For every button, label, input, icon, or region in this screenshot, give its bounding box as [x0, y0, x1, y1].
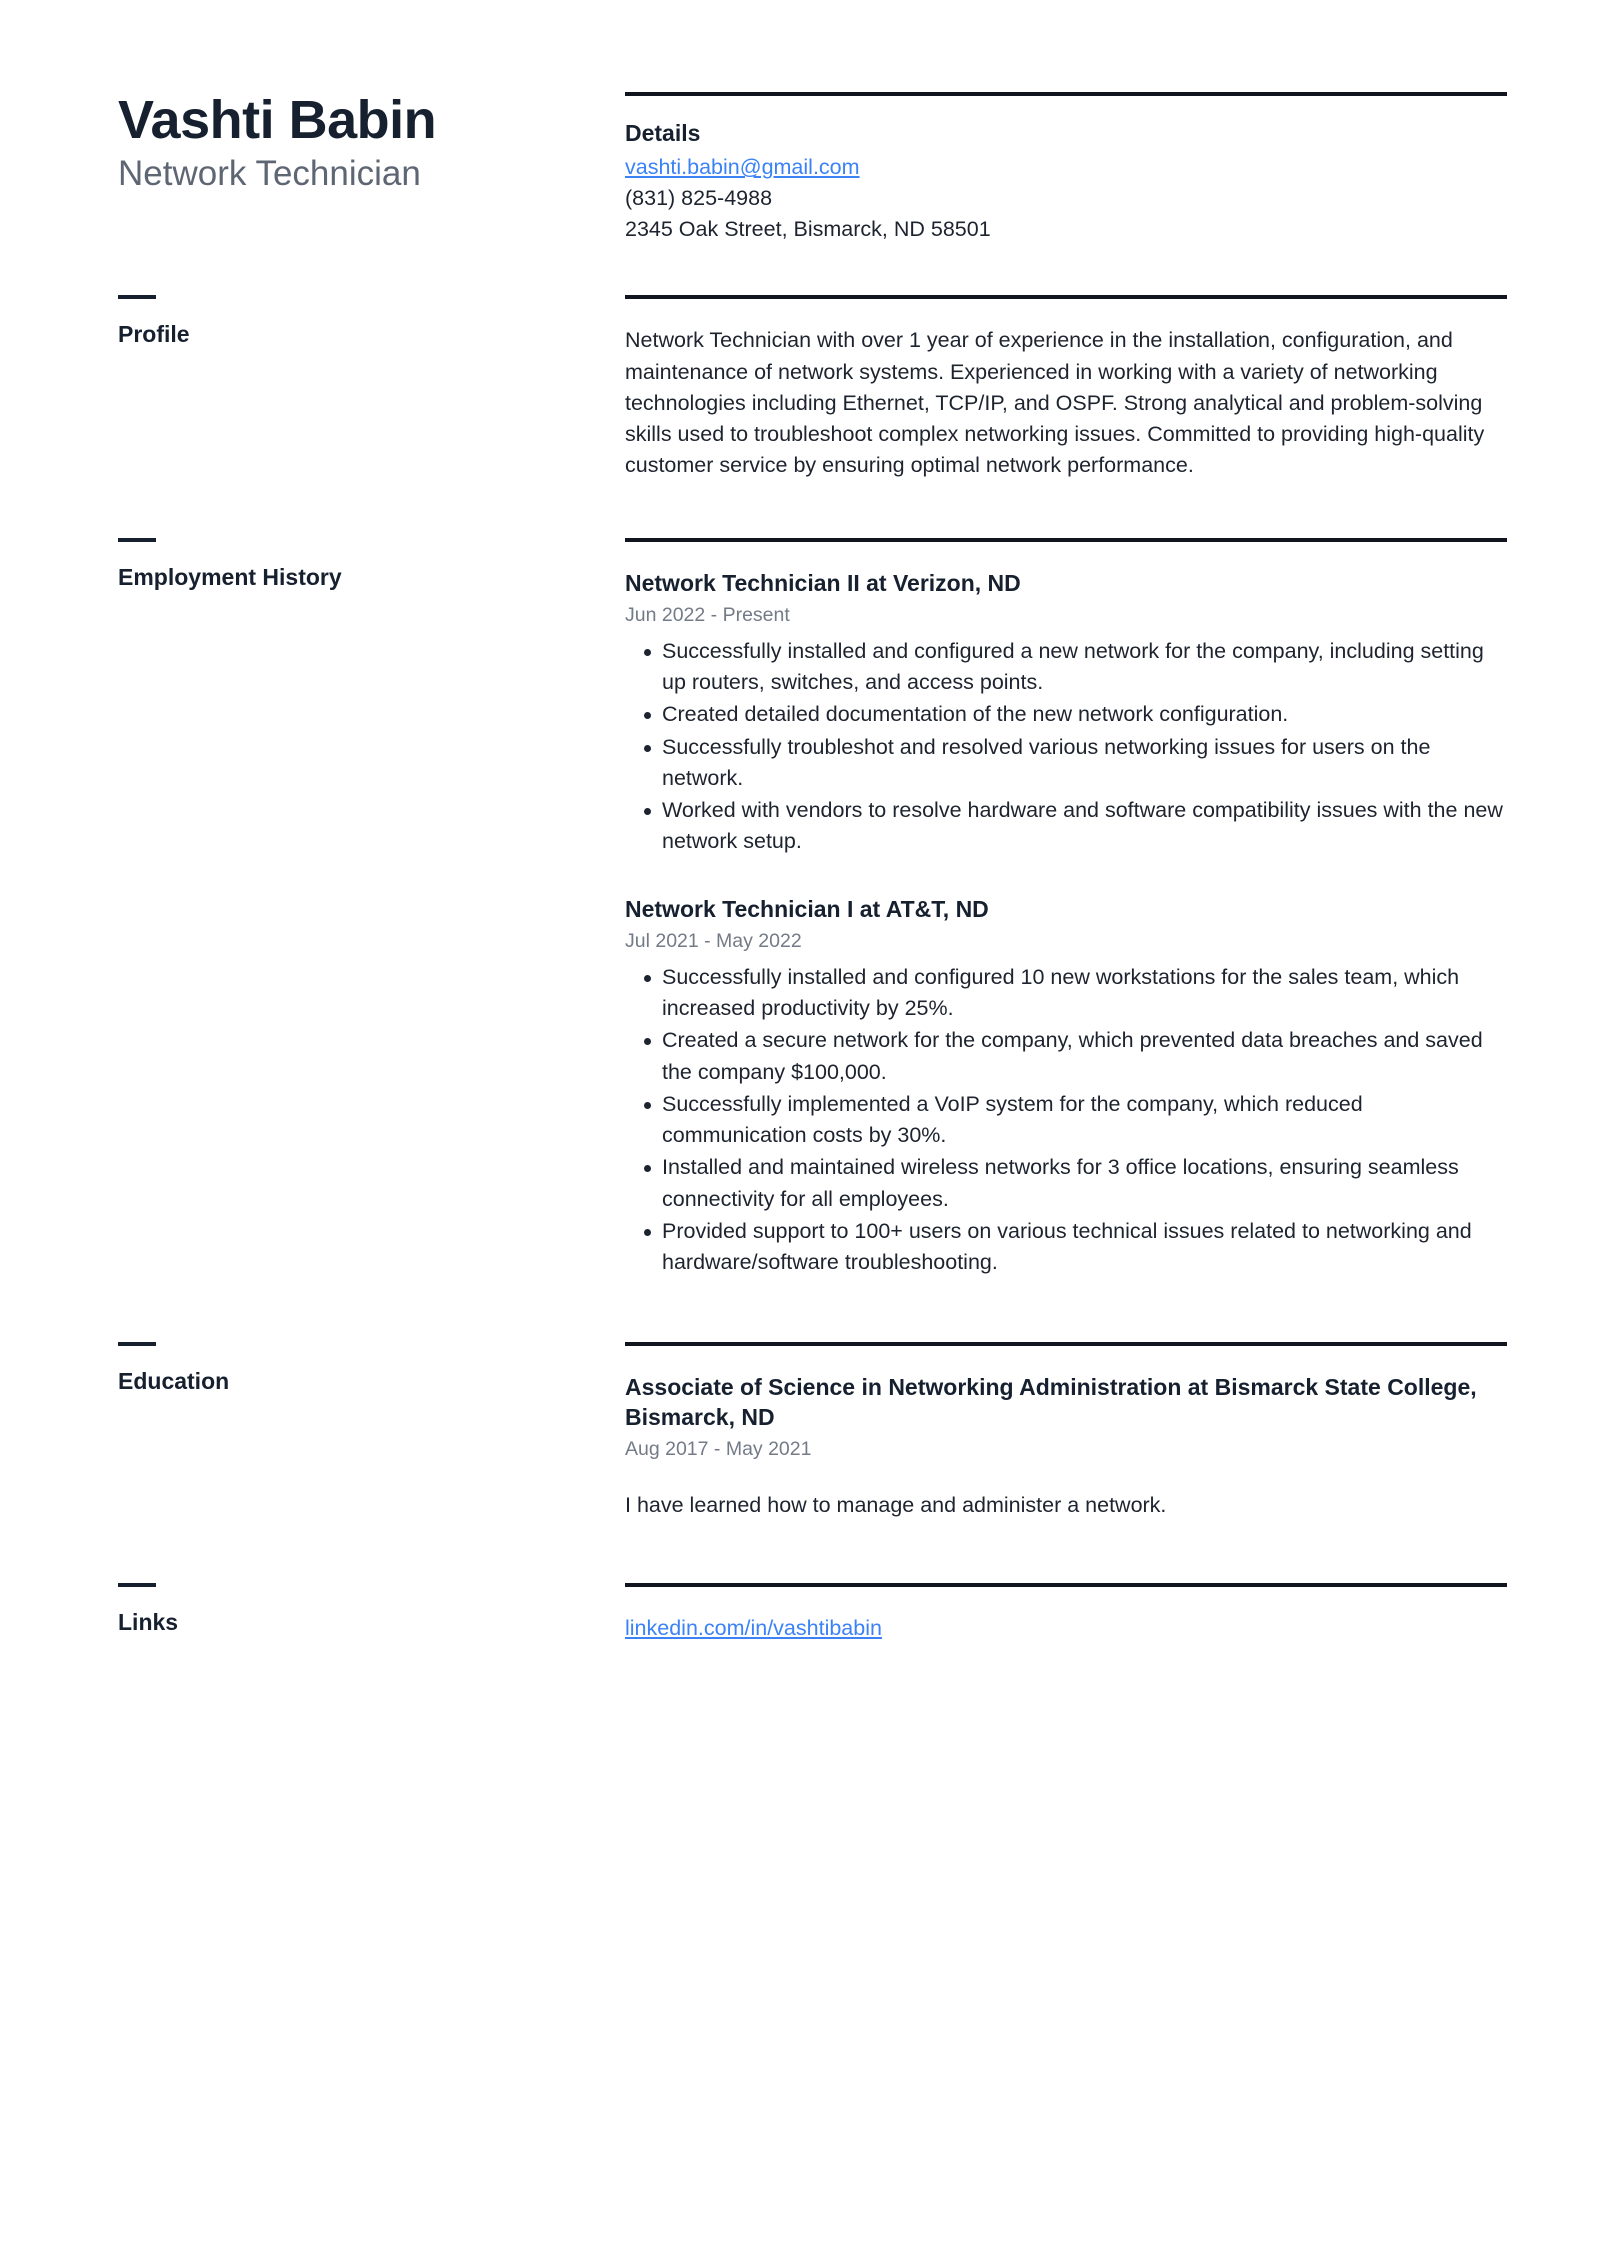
list-item: Successfully implemented a VoIP system for the company, which reduced communication costs by 30%.: [625, 1089, 1507, 1152]
header-row: [118, 92, 1507, 245]
list-item: Installed and maintained wireless networks for 3 office locations, ensuring seamless connectivity for all employees.: [625, 1152, 1507, 1215]
section-dash-icon: [118, 295, 156, 299]
link-row: [625, 1613, 1507, 1644]
list-item: Created a secure network for the company, which prevented data breaches and saved the company $100,000.: [625, 1025, 1507, 1088]
employment-bullet-list: [625, 636, 1507, 858]
sidebar-label-education: Education: [118, 1367, 230, 1394]
list-item: Successfully installed and configured a new network for the company, including setting up routers, switches, and access points.: [625, 636, 1507, 699]
education-label-wrap: [118, 1342, 625, 1396]
job-title: Network Technician: [118, 154, 421, 194]
address-line: 2345 Oak Street, Bismarck, ND 58501: [625, 217, 991, 242]
profile-label-wrap: [118, 295, 625, 349]
email-line: [625, 152, 1507, 183]
employment-entry: [625, 894, 1507, 1279]
details-section: [625, 92, 1507, 245]
links-list: [625, 1613, 1507, 1644]
employment-entry-dates: Jun 2022 - Present: [625, 603, 790, 626]
education-entry-description: I have learned how to manage and administer a network.: [625, 1492, 1167, 1517]
employment-list: [625, 568, 1507, 1279]
education-section: [625, 1342, 1507, 1522]
details-heading: Details: [625, 120, 701, 146]
employment-bullet-list: [625, 962, 1507, 1279]
employment-row: [118, 538, 1507, 1280]
header-identity: [118, 92, 625, 195]
details-list: [625, 152, 1507, 245]
employment-entry: [625, 568, 1507, 858]
section-dash-icon: [118, 1583, 156, 1587]
profile-row: [118, 295, 1507, 481]
phone-line: (831) 825-4988: [625, 186, 773, 211]
links-section: [625, 1583, 1507, 1644]
education-entry: [625, 1372, 1507, 1522]
profile-text: Network Technician with over 1 year of experience in the installation, configuration, and maintenance of network systems. Experienced in working with a variety of networking technologies including Ethernet, TCP/IP, and OSPF. Strong analytical and problem-solving skills used to troubleshoot complex networking issues. Committed to providing high-quality customer service by ensuring optimal network performance.: [625, 328, 1485, 478]
links-row: [118, 1583, 1507, 1644]
list-item: Created detailed documentation of the new network configuration.: [625, 699, 1507, 730]
list-item: Provided support to 100+ users on various technical issues related to networking and hardware/software troubleshooting.: [625, 1216, 1507, 1279]
employment-label-wrap: [118, 538, 625, 592]
employment-entry-title: Network Technician II at Verizon, ND: [625, 569, 1021, 596]
list-item: Worked with vendors to resolve hardware and software compatibility issues with the new network setup.: [625, 795, 1507, 858]
education-row: [118, 1342, 1507, 1522]
employment-section: [625, 538, 1507, 1280]
section-dash-icon: [118, 1342, 156, 1346]
email-link[interactable]: vashti.babin@gmail.com: [625, 155, 860, 180]
employment-entry-title: Network Technician I at AT&T, ND: [625, 895, 989, 922]
links-label-wrap: [118, 1583, 625, 1637]
section-dash-icon: [118, 538, 156, 542]
page-title: Vashti Babin: [118, 90, 437, 150]
sidebar-label-employment-history: Employment History: [118, 563, 342, 590]
profile-section: [625, 295, 1507, 481]
sidebar-label-links: Links: [118, 1609, 179, 1636]
education-list: [625, 1372, 1507, 1522]
sidebar-label-profile: Profile: [118, 321, 190, 348]
list-item: Successfully installed and configured 10 new workstations for the sales team, which increased productivity by 25%.: [625, 962, 1507, 1025]
employment-entry-dates: Jul 2021 - May 2022: [625, 930, 802, 952]
list-item: Successfully troubleshot and resolved various networking issues for users on the network.: [625, 732, 1507, 795]
education-entry-title: Associate of Science in Networking Administration at Bismarck State College, Bismarck, ND: [625, 1373, 1477, 1430]
education-entry-dates: Aug 2017 - May 2021: [625, 1438, 812, 1461]
linkedin-link[interactable]: linkedin.com/in/vashtibabin: [625, 1616, 882, 1641]
